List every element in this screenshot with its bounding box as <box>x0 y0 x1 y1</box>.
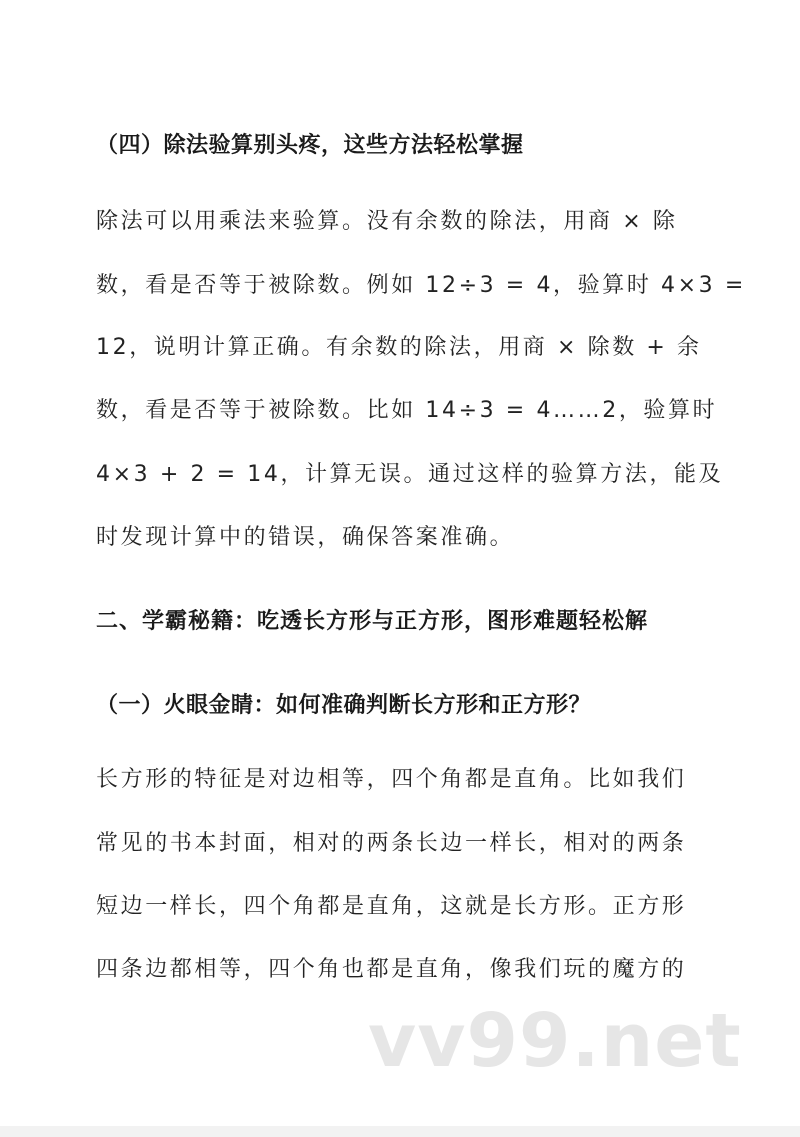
paragraph-line: 12，说明计算正确。有余数的除法，用商 × 除数 + 余 <box>96 335 702 360</box>
heading-part-two: 二、学霸秘籍：吃透长方形与正方形，图形难题轻松解 <box>96 609 649 634</box>
heading-identify-shapes: （一）火眼金睛：如何准确判断长方形和正方形？ <box>96 693 592 718</box>
heading-division-check: （四）除法验算别头疼，这些方法轻松掌握 <box>96 133 524 158</box>
paragraph-line: 短边一样长，四个角都是直角，这就是长方形。正方形 <box>96 894 687 919</box>
paragraph-line: 常见的书本封面，相对的两条长边一样长，相对的两条 <box>96 831 687 856</box>
paragraph-line: 除法可以用乘法来验算。没有余数的除法，用商 × 除 <box>96 209 678 234</box>
paragraph-line: 长方形的特征是对边相等，四个角都是直角。比如我们 <box>96 767 687 792</box>
page-bottom-edge <box>0 1126 800 1137</box>
paragraph-line: 四条边都相等，四个角也都是直角，像我们玩的魔方的 <box>96 957 687 982</box>
paragraph-line: 数，看是否等于被除数。比如 14÷3 = 4……2，验算时 <box>96 398 718 423</box>
paragraph-line: 数，看是否等于被除数。例如 12÷3 = 4，验算时 4×3 = <box>96 273 746 298</box>
paragraph-line: 4×3 + 2 = 14，计算无误。通过这样的验算方法，能及 <box>96 462 724 487</box>
watermark: vv99.net <box>368 998 742 1084</box>
paragraph-line: 时发现计算中的错误，确保答案准确。 <box>96 525 515 550</box>
